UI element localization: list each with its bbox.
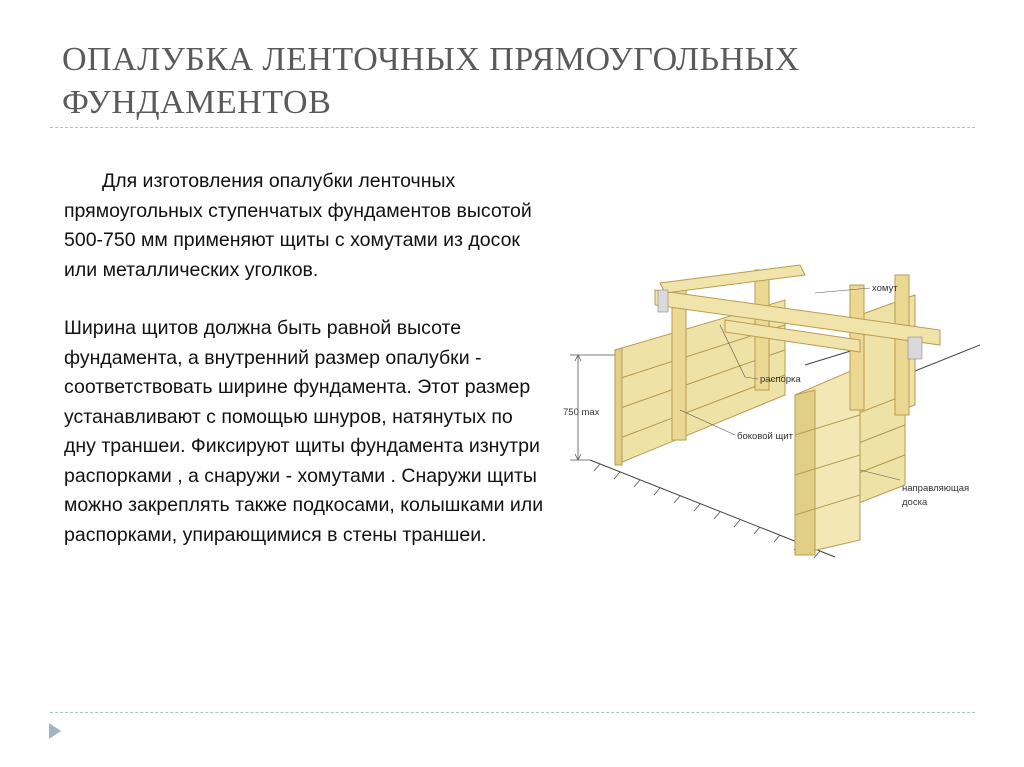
title-divider bbox=[50, 127, 975, 128]
label-height: 750 max bbox=[563, 407, 600, 418]
paragraph-2: Ширина щитов должна быть равной высоте фундамента, а внутренний размер опалубки - соответствовать ширине фундамента. Этот размер устанавливают с помощью шнуров, натянутых по дну траншеи. Фиксируют щиты фундамента изнутри распорками , а снаружи - хомутами . Снаружи щиты можно закреплять также подкосами, колышками или распорками, упирающимися в стены траншеи. bbox=[64, 317, 544, 546]
formwork-illustration bbox=[560, 255, 980, 575]
label-rasporka: распорка bbox=[760, 374, 801, 385]
label-guide-1: направляющая bbox=[902, 483, 970, 494]
paragraph-1: Для изготовления опалубки ленточных прямоугольных ступенчатых фундаментов высотой 500-750 мм применяют щиты с хомутами из досок или металлических уголков. bbox=[64, 170, 532, 281]
label-khomut: хомут bbox=[872, 283, 898, 294]
label-shield: боковой щит bbox=[737, 431, 793, 442]
label-guide-2: доска bbox=[902, 497, 928, 508]
triangle-bullet-icon bbox=[48, 722, 62, 740]
body-text bbox=[64, 167, 544, 550]
slide-title: ОПАЛУБКА ЛЕНТОЧНЫХ ПРЯМОУГОЛЬНЫХ ФУНДАМЕНТОВ bbox=[62, 41, 800, 121]
footer-divider bbox=[50, 712, 975, 713]
